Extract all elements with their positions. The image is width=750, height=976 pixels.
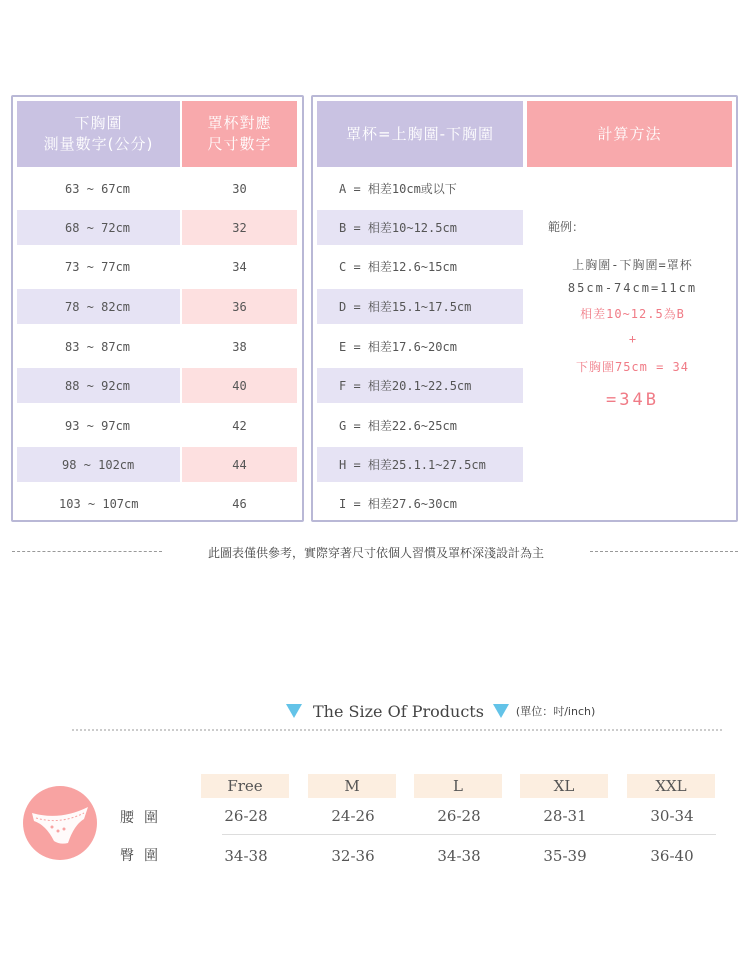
hip-label: 臀圍	[120, 848, 168, 864]
underbust-header	[17, 101, 180, 167]
hip-value: 34-38	[437, 847, 481, 865]
cup-formula-header-text: 罩杯=上胸圍-下胸圍	[346, 124, 494, 143]
dotted-divider	[72, 729, 722, 731]
table-divider	[222, 834, 716, 835]
disclaimer-text: 此圖表僅供參考，實際穿著尺寸依個人習慣及罩杯深淺設計為主	[207, 546, 544, 560]
cup-formula-header	[317, 101, 523, 167]
example-result: =34B	[606, 390, 659, 410]
size-header: XL	[520, 774, 608, 798]
waist-label: 腰圍	[120, 810, 168, 826]
band-size: 38	[232, 339, 247, 354]
brief-icon	[22, 785, 98, 861]
method-header-text: 計算方法	[597, 124, 662, 143]
hip-value: 36-40	[650, 847, 694, 865]
band-size-header-line2: 尺寸數字	[207, 135, 272, 153]
underbust-header-line1: 下胸圍	[74, 114, 123, 132]
underbust-range: 88 ~ 92cm	[17, 368, 180, 403]
band-size: 30	[232, 181, 247, 196]
cup-row: G = 相差22.6~25cm	[339, 419, 457, 433]
example-label: 範例：	[548, 220, 585, 234]
band-size: 42	[232, 418, 247, 433]
band-size: 32	[182, 210, 297, 245]
unit-label: (單位：吋/inch)	[515, 705, 596, 718]
waist-value: 26-28	[437, 807, 481, 825]
cup-row: F = 相差20.1~22.5cm	[317, 368, 523, 403]
underbust-range: 98 ~ 102cm	[17, 447, 180, 482]
hip-value: 35-39	[543, 847, 587, 865]
hip-value: 34-38	[224, 847, 268, 865]
hip-value: 32-36	[331, 847, 375, 865]
size-header: M	[308, 774, 396, 798]
underbust-range: 63 ~ 67cm	[65, 181, 131, 196]
cup-row: C = 相差12.6~15cm	[339, 260, 457, 274]
band-size: 36	[182, 289, 297, 324]
example-diff: 相差10~12.5為B	[580, 307, 685, 321]
size-header: Free	[201, 774, 289, 798]
triangle-down-icon	[286, 704, 302, 718]
waist-value: 24-26	[331, 807, 375, 825]
triangle-down-icon	[493, 704, 509, 718]
waist-value: 28-31	[543, 807, 587, 825]
band-size: 46	[232, 496, 247, 511]
cup-row: D = 相差15.1~17.5cm	[317, 289, 523, 324]
example-calc: 85cm-74cm=11cm	[567, 281, 698, 295]
underbust-range: 78 ~ 82cm	[17, 289, 180, 324]
dashed-divider-right	[590, 551, 738, 552]
cup-row: I = 相差27.6~30cm	[339, 497, 457, 511]
band-size-header-line1: 罩杯對應	[207, 114, 272, 132]
method-header	[527, 101, 732, 167]
size-title-row	[286, 700, 595, 722]
example-plus: +	[628, 332, 637, 346]
waist-value: 30-34	[650, 807, 694, 825]
example-formula: 上胸圍-下胸圍=罩杯	[572, 258, 693, 272]
underbust-range: 93 ~ 97cm	[65, 418, 131, 433]
cup-row: E = 相差17.6~20cm	[339, 340, 457, 354]
band-size: 34	[232, 259, 247, 274]
band-size-panel	[11, 95, 304, 522]
cup-row: H = 相差25.1.1~27.5cm	[317, 447, 523, 482]
underbust-range: 73 ~ 77cm	[65, 259, 131, 274]
underbust-range: 103 ~ 107cm	[59, 496, 139, 511]
underbust-range: 68 ~ 72cm	[17, 210, 180, 245]
underbust-header-line2: 測量數字(公分)	[43, 135, 154, 153]
size-section-title: The Size Of Products	[313, 701, 484, 721]
size-header: XXL	[627, 774, 715, 798]
band-size: 40	[182, 368, 297, 403]
example-under: 下胸圍75cm = 34	[575, 360, 690, 374]
underbust-range: 83 ~ 87cm	[65, 339, 131, 354]
band-size: 44	[182, 447, 297, 482]
dashed-divider-left	[12, 551, 162, 552]
cup-row: A = 相差10cm或以下	[339, 182, 457, 196]
size-header: L	[414, 774, 502, 798]
waist-value: 26-28	[224, 807, 268, 825]
band-size-header	[182, 101, 297, 167]
cup-row: B = 相差10~12.5cm	[317, 210, 523, 245]
